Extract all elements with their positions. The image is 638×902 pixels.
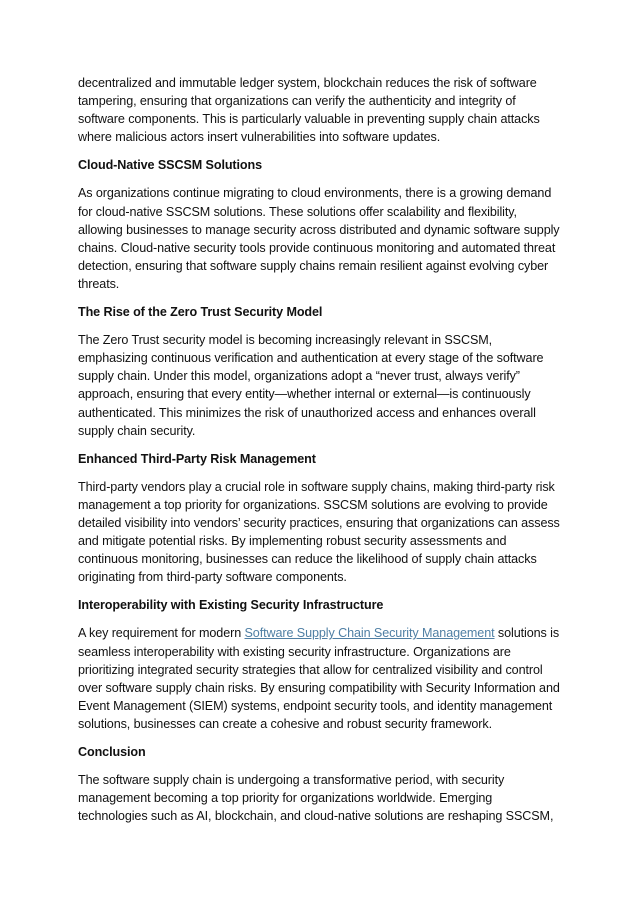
interoperability-text-before-link: A key requirement for modern xyxy=(78,626,245,641)
heading-cloud-native: Cloud-Native SSCSM Solutions xyxy=(78,158,263,173)
interoperability-text-after-link: solutions is seamless interoperability with existing security infrastructure. Organizations are prioritizing integrated security strategies that allow for centralized visibility and control over software supply chain risks. By ensuring compatibility with Security Information and Event Management (SIEM) systems, endpoint security tools, and identity management solutions, businesses can create a cohesive and robust security framework. xyxy=(78,626,560,731)
paragraph-zero-trust: The Zero Trust security model is becoming increasingly relevant in SSCSM, emphasizing continuous verification and authentication at every stage of the software supply chain. Under this model, organizations adopt a “never trust, always verify” approach, ensuring that every entity—whether internal or external—is continuously authenticated. This minimizes the risk of unauthorized access and enhances overall supply chain security. xyxy=(78,333,544,438)
document-content xyxy=(78,74,564,835)
sscsm-link[interactable]: Software Supply Chain Security Management xyxy=(244,626,495,641)
paragraph-third-party-risk: Third-party vendors play a crucial role in software supply chains, making third-party risk management a top priority for organizations. SSCSM solutions are evolving to provide detailed visibility into vendors’ security practices, ensuring that organizations can assess and mitigate potential risks. By implementing robust security assessments and continuous monitoring, businesses can reduce the likelihood of supply chain attacks originating from third-party software components. xyxy=(78,479,560,585)
paragraph-cloud-native: As organizations continue migrating to cloud environments, there is a growing demand for cloud-native SSCSM solutions. These solutions offer scalability and flexibility, allowing businesses to manage security across distributed and dynamic software supply chains. Cloud-native security tools provide continuous monitoring and automated threat detection, ensuring that software supply chains remain resilient against evolving cyber threats. xyxy=(78,186,560,291)
paragraph-conclusion: The software supply chain is undergoing a transformative period, with security management becoming a top priority for organizations worldwide. Emerging technologies such as AI, blockchain, and cloud-native solutions are reshaping SSCSM, xyxy=(78,773,554,824)
intro-paragraph: decentralized and immutable ledger system, blockchain reduces the risk of software tampering, ensuring that organizations can verify the authenticity and integrity of software components. This is particularly valuable in preventing supply chain attacks where malicious actors insert vulnerabilities into software updates. xyxy=(78,76,540,145)
paragraph-interoperability xyxy=(78,624,564,733)
heading-third-party-risk: Enhanced Third-Party Risk Management xyxy=(78,451,316,466)
heading-zero-trust: The Rise of the Zero Trust Security Model xyxy=(78,305,323,320)
heading-conclusion: Conclusion xyxy=(78,745,146,759)
heading-interoperability: Interoperability with Existing Security Infrastructure xyxy=(78,598,384,613)
